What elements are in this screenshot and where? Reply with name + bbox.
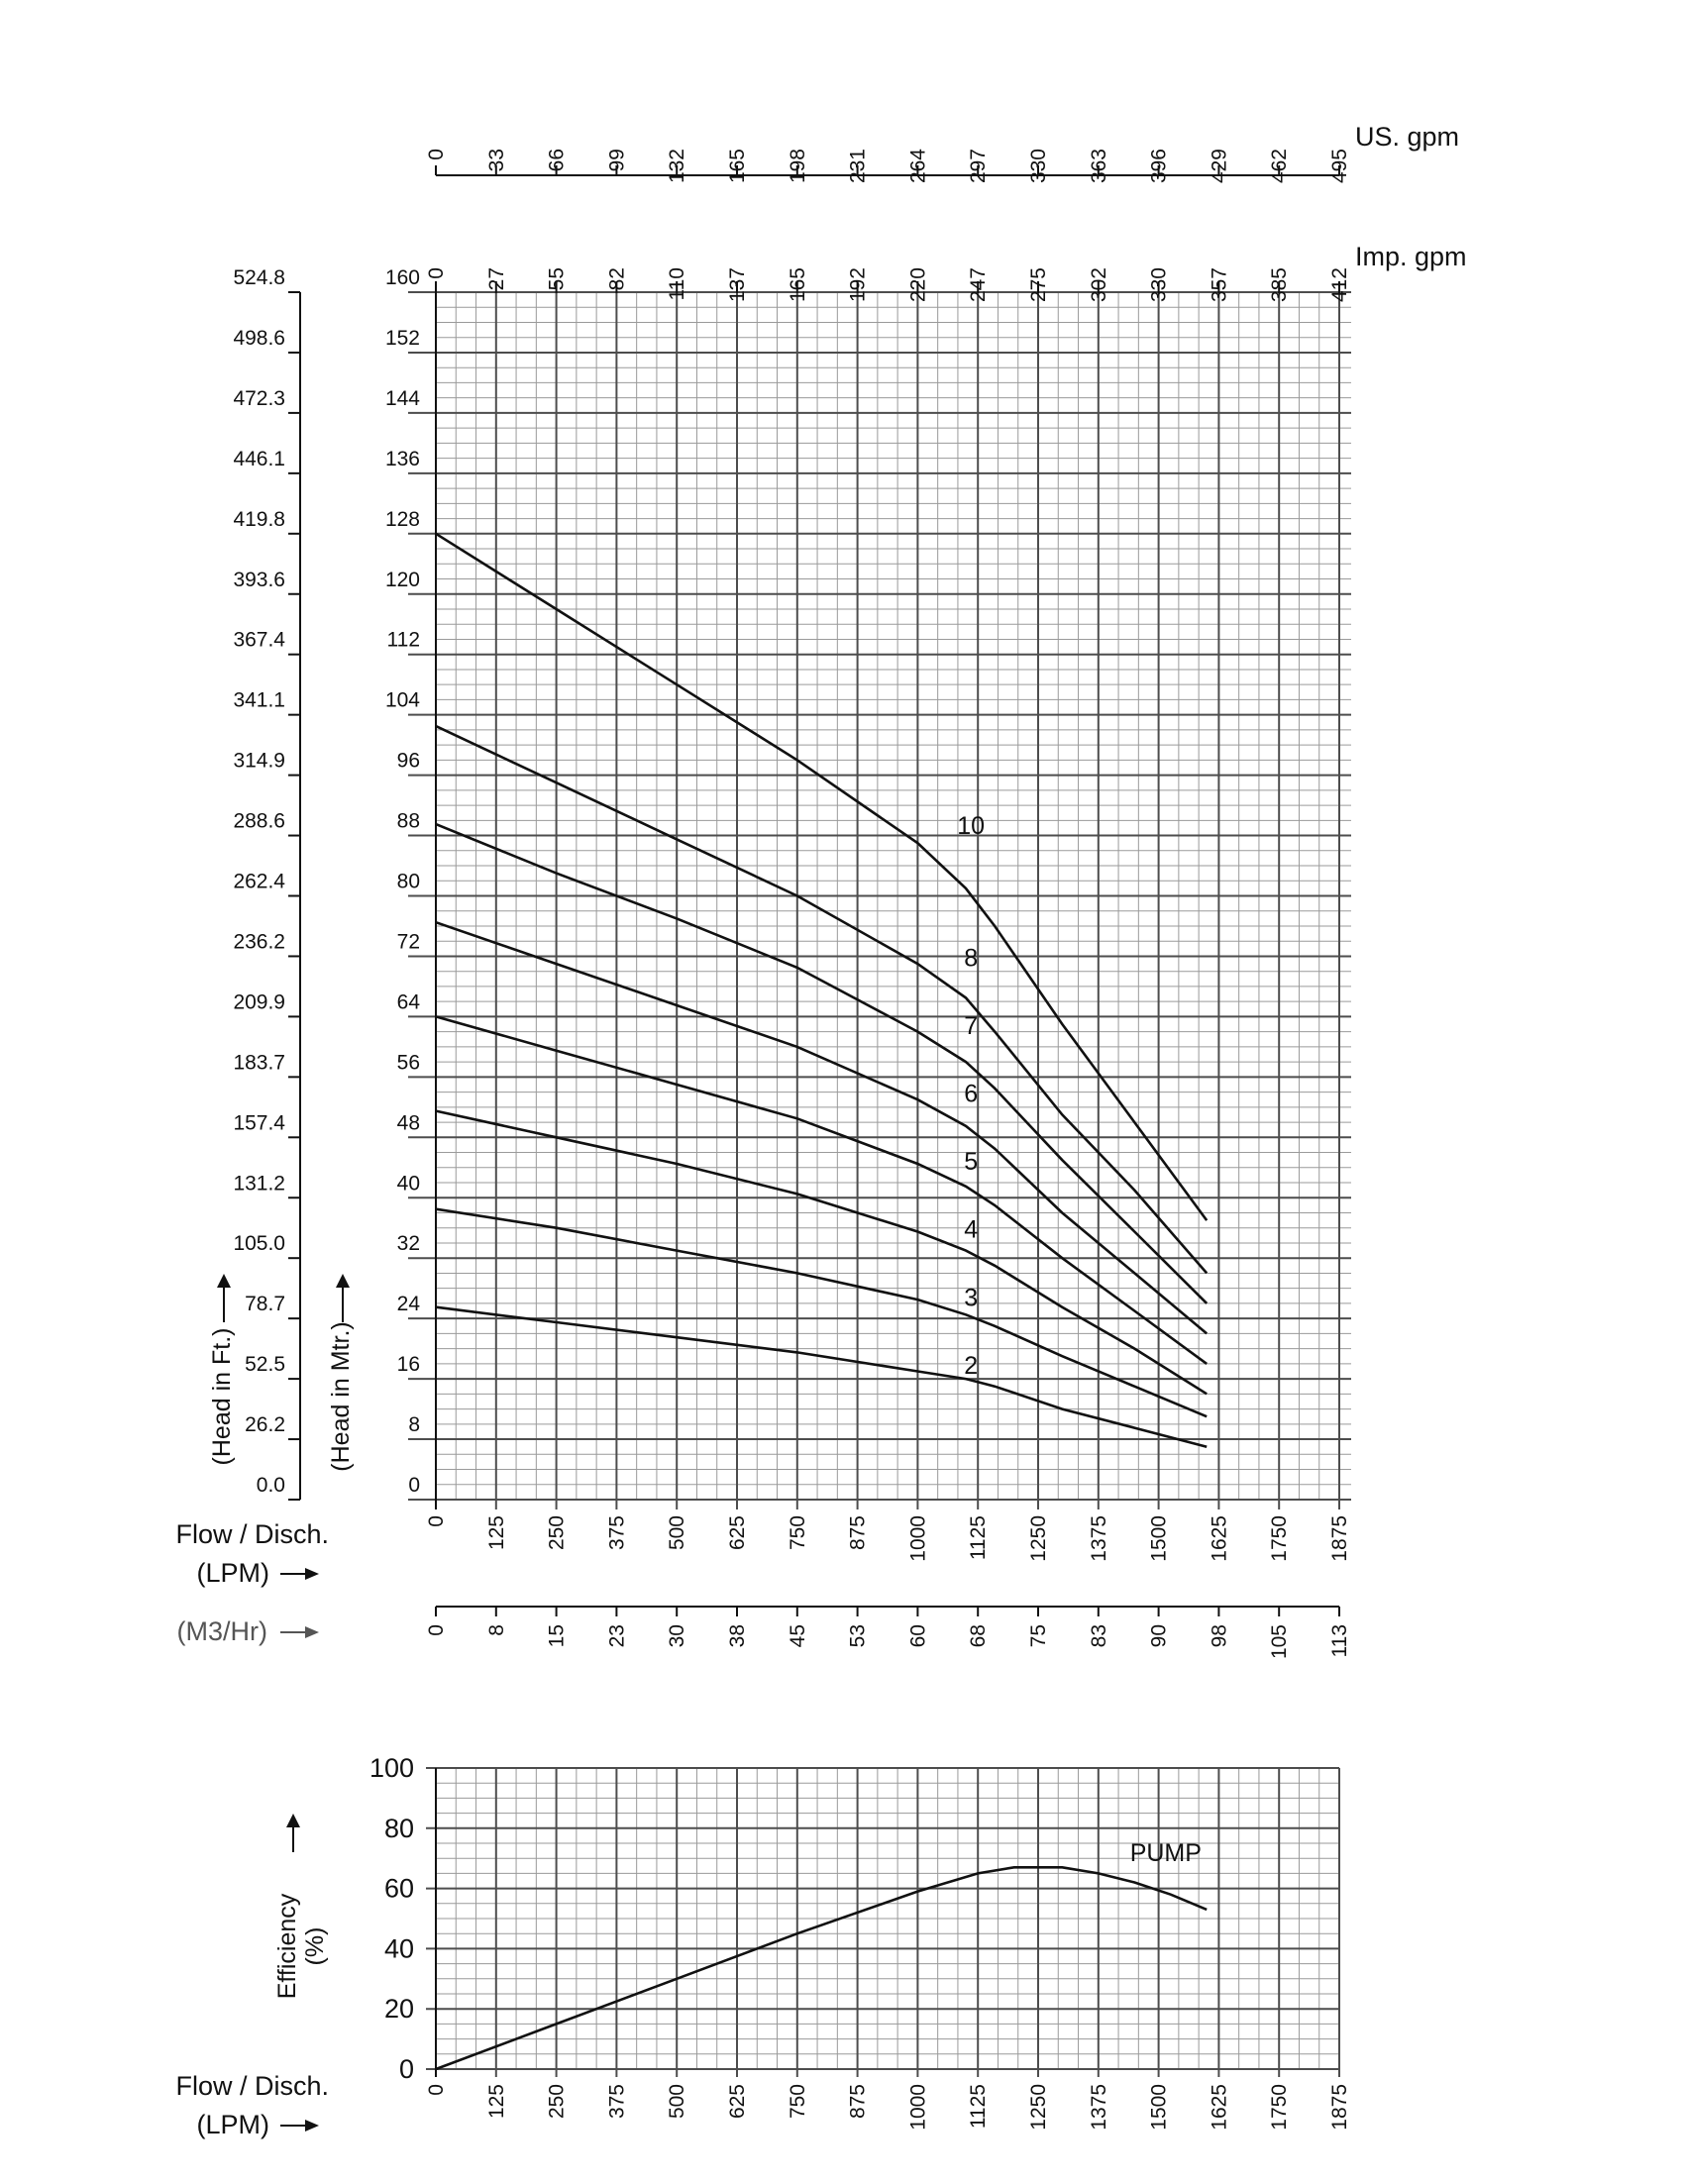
eff-y-tick: 80 xyxy=(383,1813,414,1843)
x-tick-lpm: 1000 xyxy=(906,1515,930,1562)
us-gpm-tick-label: 231 xyxy=(846,149,870,184)
eff-x-tick-lpm: 1375 xyxy=(1087,2084,1110,2131)
eff-x-tick-lpm: 250 xyxy=(545,2084,569,2120)
y-tick-mtr: 48 xyxy=(396,1111,420,1135)
y-tick-mtr: 88 xyxy=(396,809,420,833)
m3hr-tick-label: 60 xyxy=(906,1624,930,1648)
up-arrow-icon xyxy=(217,1274,231,1288)
imp-gpm-tick-label: 412 xyxy=(1328,267,1351,303)
x-tick-lpm: 375 xyxy=(605,1515,629,1551)
y-tick-ft: 419.8 xyxy=(233,507,285,531)
x-tick-lpm: 1625 xyxy=(1208,1515,1231,1562)
y-tick-ft: 262.4 xyxy=(233,870,285,893)
imp-gpm-tick-label: 385 xyxy=(1268,267,1292,303)
us-gpm-tick-label: 33 xyxy=(484,149,508,172)
x-tick-lpm: 0 xyxy=(425,1515,448,1527)
y-tick-mtr: 80 xyxy=(396,870,420,893)
y-tick-mtr: 8 xyxy=(408,1413,420,1437)
us-gpm-tick-label: 462 xyxy=(1268,149,1292,184)
eff-y-tick: 60 xyxy=(383,1873,414,1904)
x-tick-lpm: 500 xyxy=(666,1515,689,1551)
right-arrow-icon xyxy=(305,2120,319,2132)
curve-label-6: 6 xyxy=(964,1080,979,1108)
eff-flow-label: Flow / Disch. xyxy=(175,2071,329,2101)
eff-x-tick-lpm: 1750 xyxy=(1268,2084,1292,2131)
y-tick-ft: 157.4 xyxy=(233,1111,285,1135)
eff-x-tick-lpm: 1000 xyxy=(906,2084,930,2131)
lpm-unit-label: (LPM) xyxy=(196,1558,269,1588)
head-curve-3 xyxy=(436,1209,1207,1417)
imp-gpm-tick-label: 27 xyxy=(484,267,508,291)
y-tick-ft: 183.7 xyxy=(233,1051,285,1075)
head-curve-4 xyxy=(436,1111,1207,1395)
y-tick-ft: 524.8 xyxy=(233,266,285,289)
m3hr-tick-label: 15 xyxy=(545,1624,569,1648)
m3hr-tick-label: 68 xyxy=(967,1624,991,1648)
us-gpm-tick-label: 99 xyxy=(605,149,629,172)
head-curve-2 xyxy=(436,1307,1207,1447)
y-tick-mtr: 32 xyxy=(396,1232,420,1256)
x-tick-lpm: 1750 xyxy=(1268,1515,1292,1562)
us-gpm-tick-label: 0 xyxy=(425,149,448,160)
us-gpm-tick-label: 165 xyxy=(726,149,749,184)
y-tick-ft: 52.5 xyxy=(245,1353,285,1377)
y-tick-ft: 446.1 xyxy=(233,447,285,470)
y-tick-mtr: 128 xyxy=(384,507,420,531)
x-tick-lpm: 875 xyxy=(846,1515,870,1551)
m3hr-tick-label: 98 xyxy=(1208,1624,1231,1648)
curve-label-7: 7 xyxy=(964,1012,979,1041)
x-tick-lpm: 1250 xyxy=(1027,1515,1050,1562)
eff-x-tick-lpm: 750 xyxy=(786,2084,809,2120)
y-tick-ft: 288.6 xyxy=(233,809,285,833)
m3hr-tick-label: 113 xyxy=(1328,1624,1351,1658)
m3hr-unit-label: (M3/Hr) xyxy=(176,1616,267,1646)
up-arrow-icon xyxy=(286,1814,300,1827)
flow-label: Flow / Disch. xyxy=(175,1519,329,1549)
m3hr-tick-label: 53 xyxy=(846,1624,870,1648)
eff-x-tick-lpm: 375 xyxy=(605,2084,629,2120)
x-tick-lpm: 1125 xyxy=(967,1515,991,1561)
x-tick-lpm: 125 xyxy=(484,1515,508,1551)
y-tick-mtr: 64 xyxy=(396,990,420,1014)
x-tick-lpm: 1875 xyxy=(1328,1515,1351,1562)
us-gpm-tick-label: 132 xyxy=(666,149,689,184)
y-tick-mtr: 120 xyxy=(384,568,420,591)
imp-gpm-tick-label: 0 xyxy=(425,267,448,279)
us-gpm-label: US. gpm xyxy=(1355,122,1460,152)
eff-x-tick-lpm: 875 xyxy=(846,2084,870,2120)
eff-x-tick-lpm: 500 xyxy=(666,2084,689,2120)
y-tick-mtr: 56 xyxy=(396,1051,420,1075)
head-curve-10 xyxy=(436,534,1207,1220)
imp-gpm-tick-label: 110 xyxy=(666,267,689,301)
curve-label-3: 3 xyxy=(964,1284,979,1312)
y-tick-mtr: 40 xyxy=(396,1172,420,1196)
y-tick-mtr: 112 xyxy=(386,628,420,652)
eff-x-tick-lpm: 1875 xyxy=(1328,2084,1351,2131)
m3hr-tick-label: 30 xyxy=(666,1624,689,1648)
us-gpm-tick-label: 330 xyxy=(1027,149,1050,184)
y-tick-mtr: 72 xyxy=(396,930,420,954)
y-tick-mtr: 96 xyxy=(396,749,420,773)
imp-gpm-tick-label: 137 xyxy=(726,267,749,303)
up-arrow-icon xyxy=(336,1274,350,1288)
x-tick-lpm: 1500 xyxy=(1147,1515,1171,1562)
m3hr-tick-label: 23 xyxy=(605,1624,629,1648)
y-tick-ft: 498.6 xyxy=(233,326,285,350)
y-tick-mtr: 0 xyxy=(408,1474,420,1497)
y-tick-mtr: 16 xyxy=(396,1353,420,1377)
y-tick-ft: 78.7 xyxy=(245,1293,285,1316)
eff-x-tick-lpm: 1625 xyxy=(1208,2084,1231,2131)
efficiency-label: Efficiency xyxy=(273,1893,301,2000)
eff-x-tick-lpm: 1125 xyxy=(967,2084,991,2130)
head-in-ft-label: (Head in Ft.) xyxy=(208,1327,236,1466)
efficiency-unit-label: (%) xyxy=(301,1926,329,1966)
us-gpm-tick-label: 297 xyxy=(967,148,991,184)
curve-label-4: 4 xyxy=(964,1215,979,1244)
curve-label-10: 10 xyxy=(957,812,986,841)
eff-x-tick-lpm: 625 xyxy=(726,2084,749,2120)
eff-x-tick-lpm: 125 xyxy=(484,2084,508,2120)
m3hr-tick-label: 83 xyxy=(1087,1624,1110,1648)
y-tick-ft: 393.6 xyxy=(233,568,285,591)
imp-gpm-tick-label: 82 xyxy=(605,267,629,291)
us-gpm-tick-label: 198 xyxy=(786,149,809,184)
m3hr-tick-label: 0 xyxy=(425,1624,448,1636)
head-curve-8 xyxy=(436,726,1207,1273)
eff-y-tick: 0 xyxy=(398,2054,414,2084)
y-tick-mtr: 24 xyxy=(396,1293,420,1316)
head-in-mtr-label: (Head in Mtr.) xyxy=(327,1321,355,1472)
imp-gpm-label: Imp. gpm xyxy=(1355,242,1467,271)
y-tick-ft: 131.2 xyxy=(233,1172,285,1196)
right-arrow-icon xyxy=(305,1626,319,1638)
eff-x-tick-lpm: 0 xyxy=(425,2084,448,2096)
m3hr-tick-label: 105 xyxy=(1268,1624,1292,1660)
imp-gpm-tick-label: 220 xyxy=(906,267,930,303)
m3hr-tick-label: 38 xyxy=(726,1624,749,1648)
us-gpm-tick-label: 429 xyxy=(1208,149,1231,184)
m3hr-tick-label: 90 xyxy=(1147,1624,1171,1648)
imp-gpm-tick-label: 165 xyxy=(786,267,809,303)
eff-y-tick: 100 xyxy=(368,1753,414,1783)
y-tick-mtr: 144 xyxy=(384,386,420,410)
eff-y-tick: 40 xyxy=(383,1933,414,1964)
us-gpm-tick-label: 66 xyxy=(545,149,569,172)
us-gpm-tick-label: 264 xyxy=(906,149,930,184)
x-tick-lpm: 750 xyxy=(786,1515,809,1551)
y-tick-ft: 341.1 xyxy=(233,688,285,712)
eff-x-tick-lpm: 1500 xyxy=(1147,2084,1171,2131)
imp-gpm-tick-label: 330 xyxy=(1147,267,1171,303)
x-tick-lpm: 625 xyxy=(726,1515,749,1551)
imp-gpm-tick-label: 55 xyxy=(545,267,569,291)
imp-gpm-tick-label: 275 xyxy=(1027,267,1050,303)
curve-label-5: 5 xyxy=(964,1148,979,1177)
m3hr-tick-label: 45 xyxy=(786,1624,809,1648)
y-tick-mtr: 104 xyxy=(384,688,420,712)
m3hr-tick-label: 8 xyxy=(484,1624,508,1636)
eff-x-tick-lpm: 1250 xyxy=(1027,2084,1050,2131)
y-tick-mtr: 160 xyxy=(384,266,420,289)
x-tick-lpm: 250 xyxy=(545,1515,569,1551)
x-tick-lpm: 1375 xyxy=(1087,1515,1110,1562)
eff-lpm-unit-label: (LPM) xyxy=(196,2110,269,2139)
m3hr-tick-label: 75 xyxy=(1027,1624,1050,1648)
us-gpm-tick-label: 363 xyxy=(1087,149,1110,184)
y-tick-mtr: 136 xyxy=(384,447,420,470)
imp-gpm-tick-label: 192 xyxy=(846,267,870,303)
y-tick-ft: 314.9 xyxy=(233,749,285,773)
y-tick-mtr: 152 xyxy=(384,326,420,350)
y-tick-ft: 236.2 xyxy=(233,930,285,954)
curve-label-2: 2 xyxy=(964,1351,979,1380)
y-tick-ft: 472.3 xyxy=(233,386,285,410)
y-tick-ft: 0.0 xyxy=(256,1474,285,1497)
imp-gpm-tick-label: 357 xyxy=(1208,267,1231,303)
efficiency-curve-label: PUMP xyxy=(1129,1839,1202,1868)
curve-label-8: 8 xyxy=(964,944,979,973)
right-arrow-icon xyxy=(305,1568,319,1580)
y-tick-ft: 26.2 xyxy=(245,1413,285,1437)
imp-gpm-tick-label: 247 xyxy=(967,266,991,303)
eff-y-tick: 20 xyxy=(383,1994,414,2025)
y-tick-ft: 209.9 xyxy=(233,990,285,1014)
us-gpm-tick-label: 396 xyxy=(1147,149,1171,184)
us-gpm-tick-label: 495 xyxy=(1328,149,1351,184)
y-tick-ft: 105.0 xyxy=(233,1232,285,1256)
y-tick-ft: 367.4 xyxy=(233,628,285,652)
imp-gpm-tick-label: 302 xyxy=(1087,267,1110,303)
